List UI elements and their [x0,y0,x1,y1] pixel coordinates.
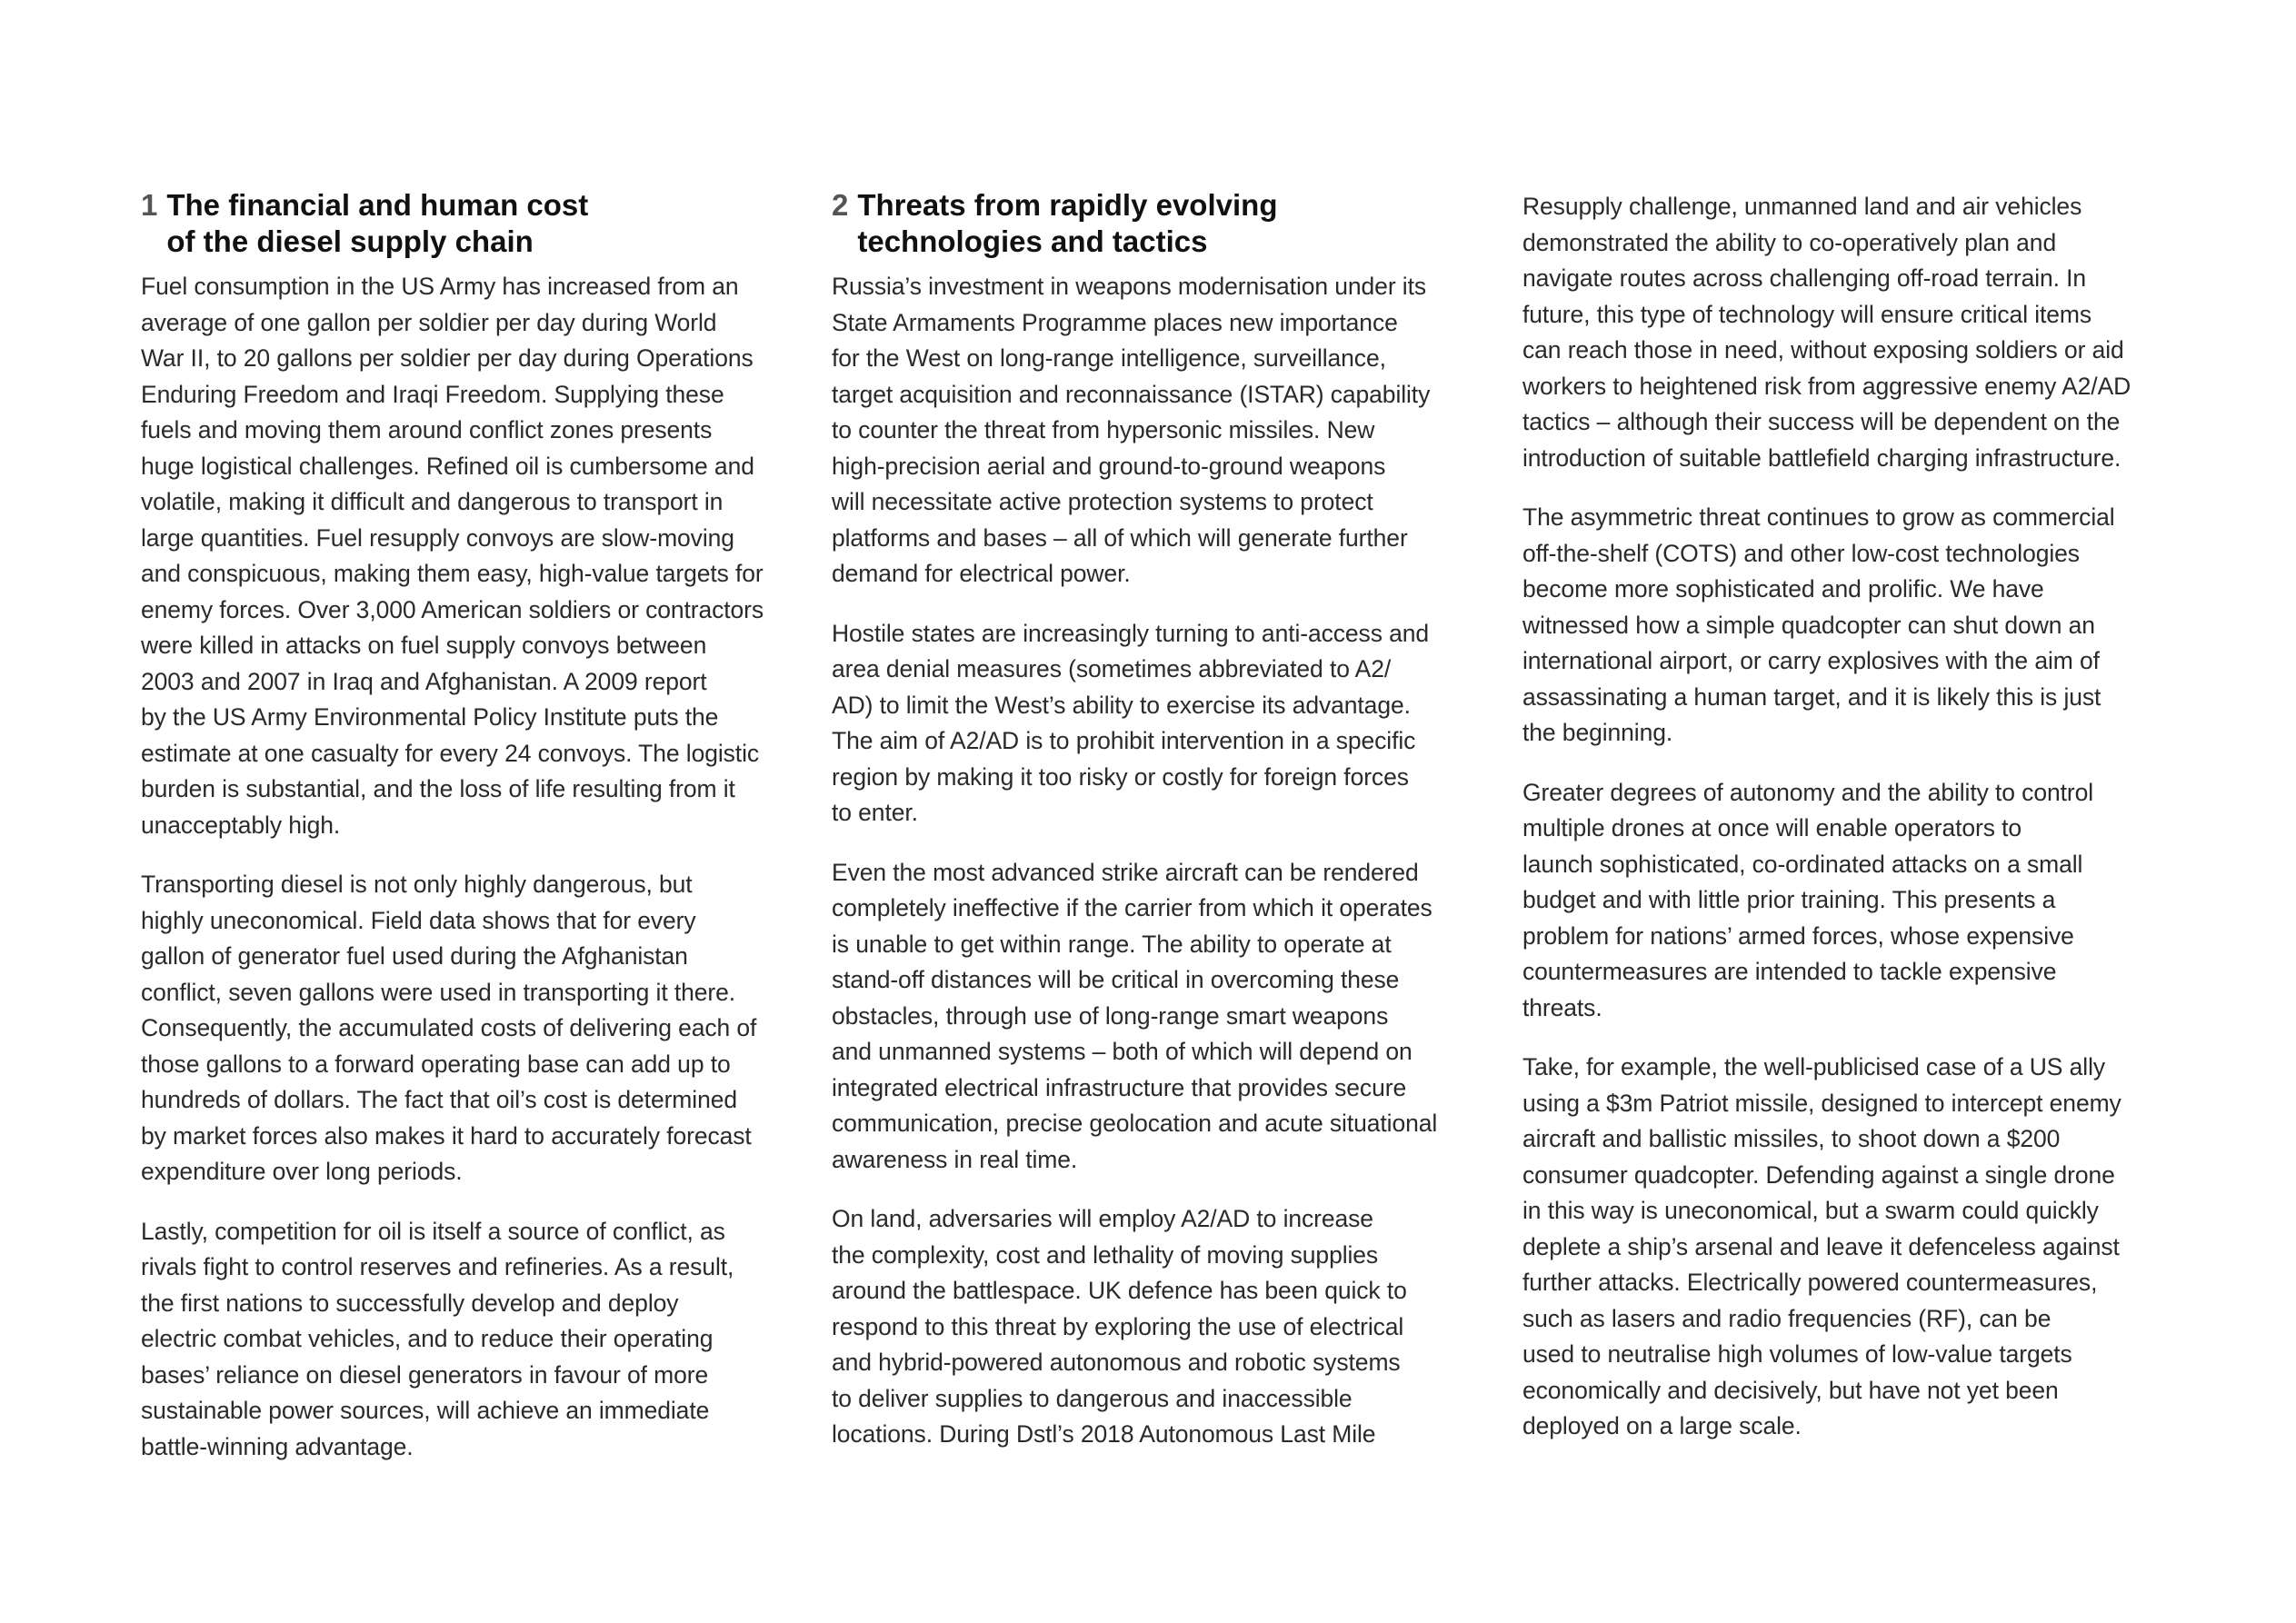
text-line: the complexity, cost and lethality of moving supplies [832,1240,1379,1269]
text-line: for the West on long-range intelligence, surveillance, [832,344,1386,372]
section-heading-2 [832,187,1486,260]
text-line: Even the most advanced strike aircraft can be rendered [832,858,1419,886]
text-line: electric combat vehicles, and to reduce their operating [141,1325,714,1352]
text-line: by market forces also makes it hard to accurately forecast [141,1121,752,1150]
text-line: battle-winning advantage. [141,1432,414,1460]
text-line: and unmanned systems – both of which will depend on [832,1038,1413,1065]
text-line: rivals fight to control reserves and refineries. As a result, [141,1253,734,1280]
text-line: locations. During Dstl’s 2018 Autonomous Last Mile [832,1420,1376,1448]
paragraph [832,1201,1486,1453]
text-line: Enduring Freedom and Iraqi Freedom. Supplying these [141,380,724,408]
text-line: platforms and bases – all of which will generate further [832,523,1408,552]
text-line: by the US Army Environmental Policy Institute puts the [141,703,719,731]
text-line: burden is substantial, and the loss of life resulting from it [141,775,735,802]
text-line: will necessitate active protection systems to protect [832,488,1373,515]
text-line: War II, to 20 gallons per soldier per day during Operations [141,344,754,372]
text-line: deplete a ship’s arsenal and leave it defenceless against [1522,1232,2120,1260]
text-line: Lastly, competition for oil is itself a source of conflict, as [141,1217,725,1245]
text-line: conflict, seven gallons were used in transporting it there. [141,978,736,1006]
text-line: were killed in attacks on fuel supply convoys between [141,632,707,659]
paragraph [141,867,795,1190]
text-line: Consequently, the accumulated costs of delivering each of [141,1014,757,1041]
text-line: introduction of suitable battlefield charging infrastructure. [1522,443,2121,472]
text-line: navigate routes across challenging off-road terrain. In [1522,264,2087,292]
text-line: off-the-shelf (COTS) and other low-cost technologies [1522,539,2080,567]
text-line: countermeasures are intended to tackle expensive [1522,958,2057,985]
text-line: to deliver supplies to dangerous and inaccessible [832,1384,1353,1412]
section-title [857,187,1277,260]
text-line: target acquisition and reconnaissance (ISTAR) capability [832,380,1431,408]
text-line: the first nations to successfully develop and deploy [141,1289,679,1317]
section-2-continuation [1522,189,2177,1445]
text-line: fuels and moving them around conflict zones presents [141,416,713,443]
column-2 [832,187,1486,1477]
text-line: integrated electrical infrastructure that provides secure [832,1073,1407,1101]
section-heading-1 [141,187,795,260]
text-line: Russia’s investment in weapons modernisation under its [832,273,1427,300]
text-line: Take, for example, the well-publicised case of a US ally [1522,1053,2106,1080]
text-line: used to neutralise high volumes of low-value targets [1522,1340,2072,1368]
paragraph [1522,189,2177,476]
text-line: workers to heightened risk from aggressive enemy A2/AD [1522,372,2131,400]
text-line: multiple drones at once will enable operators to [1522,814,2022,841]
text-line: witnessed how a simple quadcopter can shut down an [1522,611,2095,639]
text-line: and hybrid-powered autonomous and robotic systems [832,1349,1401,1376]
paragraph [1522,1050,2177,1445]
text-line: completely ineffective if the carrier from which it operates [832,894,1433,921]
text-line: launch sophisticated, co-ordinated attacks on a small [1522,850,2083,878]
text-line: Hostile states are increasingly turning to anti-access and [832,619,1430,647]
text-line: to counter the threat from hypersonic missiles. New [832,416,1375,443]
text-line: high-precision aerial and ground-to-ground weapons [832,452,1386,480]
text-line: consumer quadcopter. Defending against a single drone [1522,1160,2115,1189]
text-line: demand for electrical power. [832,560,1131,587]
text-line: is unable to get within range. The ability to operate at [832,930,1392,958]
text-line: area denial measures (sometimes abbreviated to A2/ [832,655,1392,682]
text-line: Fuel consumption in the US Army has increased from an [141,273,739,300]
text-line: respond to this threat by exploring the use of electrical [832,1312,1404,1340]
paragraph [832,269,1486,592]
paragraph [1522,500,2177,752]
text-line: sustainable power sources, will achieve an immediate [141,1397,710,1424]
text-line: large quantities. Fuel resupply convoys are slow-moving [141,523,734,552]
text-line: in this way is uneconomical, but a swarm could quickly [1522,1197,2099,1224]
text-line: problem for nations’ armed forces, whose expensive [1522,921,2074,950]
column-3 [1522,189,2177,1469]
text-line: enemy forces. Over 3,000 American soldiers or contractors [141,595,764,623]
text-line: economically and decisively, but have not yet been [1522,1376,2059,1404]
text-line: bases’ reliance on diesel generators in favour of more [141,1360,709,1389]
section-number: 1 [141,188,158,222]
text-line: to enter. [832,799,918,826]
text-line: using a $3m Patriot missile, designed to intercept enemy [1522,1089,2121,1117]
text-line: Resupply challenge, unmanned land and air vehicles [1522,193,2082,220]
text-line: demonstrated the ability to co-operatively plan and [1522,228,2057,256]
section-title-line: Threats from rapidly evolving [857,188,1278,222]
text-line: the beginning. [1522,719,1673,746]
text-line: The asymmetric threat continues to grow as commercial [1522,503,2115,531]
text-line: 2003 and 2007 in Iraq and Afghanistan. A 2009 report [141,667,707,695]
section-title-line: technologies and tactics [857,224,1208,258]
text-line: volatile, making it difficult and dangerous to transport in [141,488,724,515]
section-title [166,187,588,260]
text-line: budget and with little prior training. This presents a [1522,886,2056,913]
text-line: hundreds of dollars. The fact that oil’s cost is determined [141,1086,737,1113]
text-line: those gallons to a forward operating base can add up to [141,1050,731,1078]
text-line: international airport, or carry explosives with the aim of [1522,647,2100,674]
paragraph [141,1214,795,1466]
text-line: average of one gallon per soldier per day during World [141,308,717,336]
text-line: The aim of A2/AD is to prohibit intervention in a specific [832,727,1416,754]
text-line: region by making it too risky or costly for foreign forces [832,762,1409,791]
paragraph [832,855,1486,1179]
text-line: can reach those in need, without exposing soldiers or aid [1522,336,2124,363]
text-line: Greater degrees of autonomy and the ability to control [1522,778,2094,806]
text-line: further attacks. Electrically powered countermeasures, [1522,1269,2098,1296]
text-line: future, this type of technology will ensure critical items [1522,300,2092,328]
text-line: deployed on a large scale. [1522,1412,1802,1439]
text-line: expenditure over long periods. [141,1158,463,1185]
text-line: such as lasers and radio frequencies (RF), can be [1522,1304,2051,1332]
section-2-body [832,269,1486,1453]
text-line: communication, precise geolocation and acute situational [832,1110,1438,1137]
column-1 [141,187,795,1489]
text-line: AD) to limit the West’s ability to exercise its advantage. [832,691,1411,719]
paragraph [141,269,795,843]
text-line: State Armaments Programme places new importance [832,308,1398,336]
section-title-line: The financial and human cost [166,188,589,222]
text-line: gallon of generator fuel used during the Afghanistan [141,942,688,970]
paragraph [1522,775,2177,1027]
text-line: On land, adversaries will employ A2/AD to increase [832,1205,1373,1232]
text-line: Transporting diesel is not only highly dangerous, but [141,871,693,898]
text-line: obstacles, through use of long-range smart weapons [832,1001,1389,1030]
paragraph [832,616,1486,831]
section-number: 2 [832,188,849,222]
text-line: around the battlespace. UK defence has been quick to [832,1277,1407,1304]
text-line: threats. [1522,993,1602,1021]
text-line: estimate at one casualty for every 24 convoys. The logistic [141,739,760,767]
text-line: stand-off distances will be critical in overcoming these [832,966,1400,993]
text-line: unacceptably high. [141,811,341,839]
text-line: awareness in real time. [832,1145,1078,1173]
text-line: become more sophisticated and prolific. We have [1522,575,2044,602]
section-1-body [141,269,795,1465]
section-title-line: of the diesel supply chain [166,224,534,258]
text-line: assassinating a human target, and it is likely this is just [1522,682,2101,711]
text-line: aircraft and ballistic missiles, to shoot down a $200 [1522,1125,2061,1152]
text-line: highly uneconomical. Field data shows that for every [141,906,696,934]
text-line: huge logistical challenges. Refined oil is cumbersome and [141,452,754,480]
text-line: tactics – although their success will be dependent on the [1522,408,2121,435]
text-line: and conspicuous, making them easy, high-value targets for [141,560,764,587]
